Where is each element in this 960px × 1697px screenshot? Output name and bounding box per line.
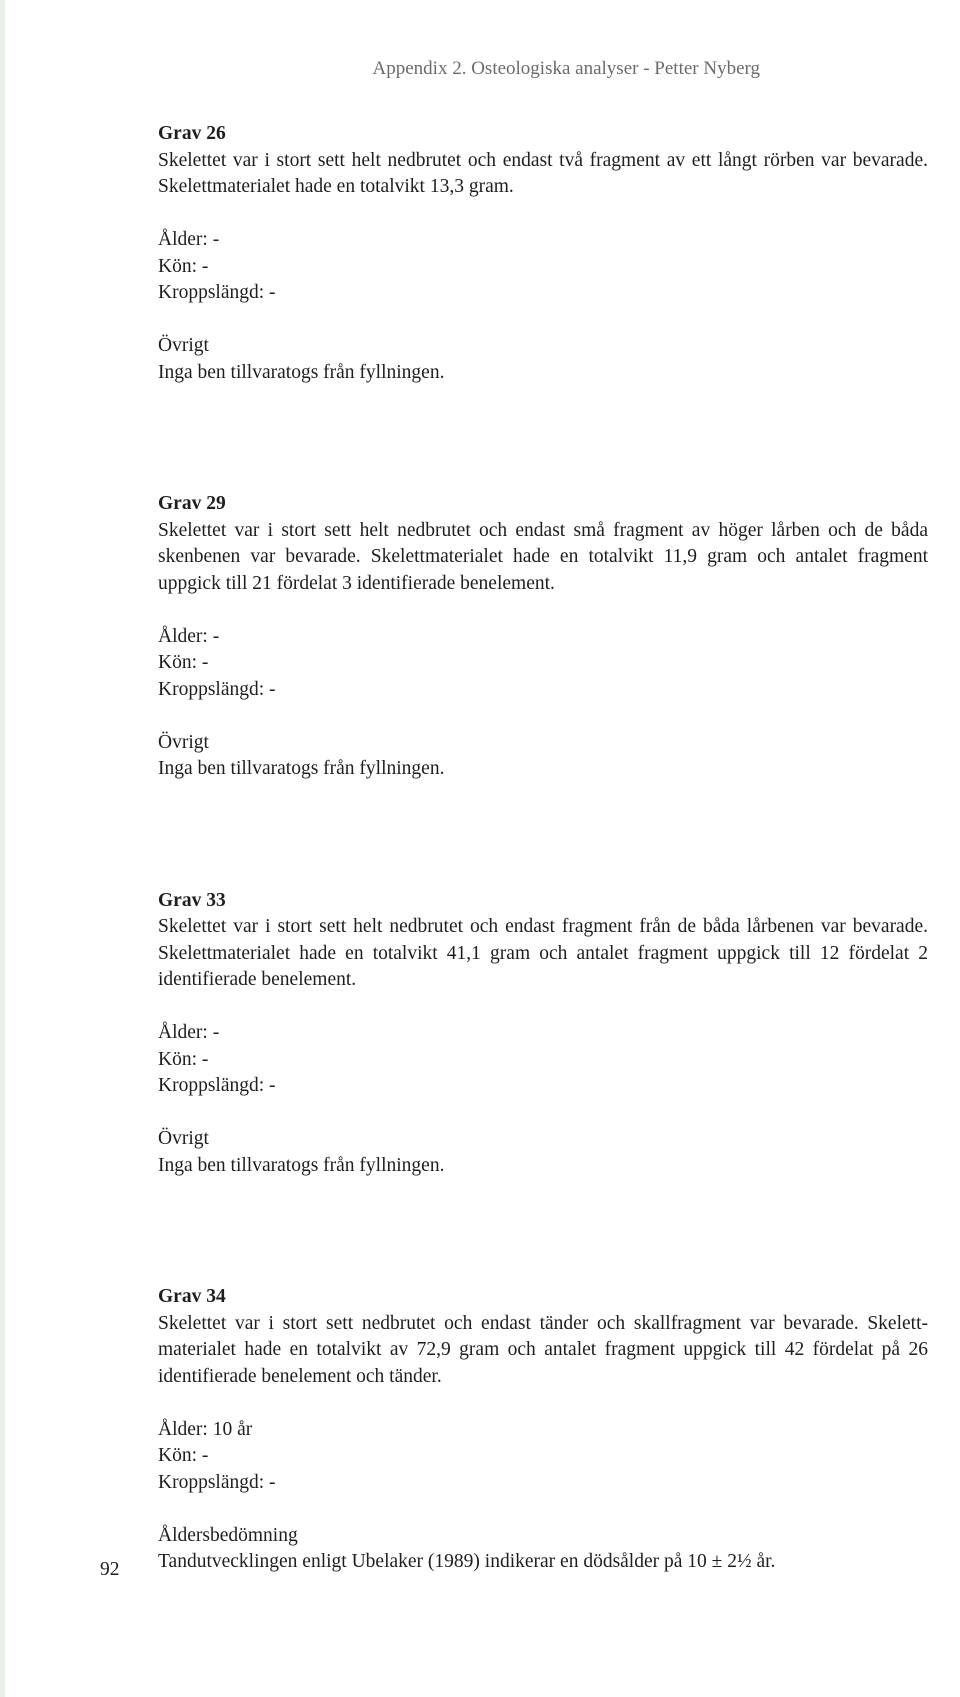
- entry-note: [158, 1126, 928, 1179]
- sex-field: Kön: -: [158, 652, 209, 673]
- grave-entry-29: [158, 491, 928, 783]
- height-field: Kroppslängd: -: [158, 1075, 276, 1096]
- age-field: Ålder: -: [158, 1022, 220, 1043]
- note-text: Tandutvecklingen enligt Ubelaker (1989) indikerar en dödsålder på 10 ± 2½ år.: [158, 1551, 776, 1572]
- page-left-edge: [0, 0, 5, 1697]
- entry-title: Grav 33: [158, 889, 226, 911]
- page-number: 92: [100, 1559, 120, 1580]
- note-text: Inga ben tillvaratogs från fyllningen.: [158, 758, 445, 779]
- note-heading: Övrigt: [158, 731, 209, 753]
- age-field: Ålder: -: [158, 625, 220, 647]
- sex-field: Kön: -: [158, 255, 209, 277]
- grave-entry-33: [158, 888, 928, 1180]
- entry-fields: [158, 1417, 928, 1497]
- entry-title: Grav 29: [158, 493, 226, 514]
- note-text: Inga ben tillvaratogs från fyllningen.: [158, 361, 445, 383]
- entry-description: Skelettet var i stort sett helt nedbrutet och endast fragment från de båda lårbenen var bevarade. Skelettmaterialet hade en totalvikt 41,1 gram och antalet fragment uppgick till 12 fördelat 2 identifierade benelement.: [158, 916, 928, 990]
- entry-note: [158, 1523, 928, 1576]
- entry-description: Skelettet var i stort sett helt nedbrutet och endast små fragment av höger lårben och de båda skenbenen var bevarade. Skelettmaterialet hade en totalvikt 11,9 gram och antalet fragment uppgick till 21 fördelat 3 identifierade benelement.: [158, 519, 928, 594]
- note-heading: Åldersbedömning: [158, 1524, 298, 1546]
- height-field: Kroppslängd: -: [158, 282, 276, 303]
- height-field: Kroppslängd: -: [158, 678, 276, 700]
- note-heading: Övrigt: [158, 335, 209, 356]
- entry-fields: [158, 227, 928, 307]
- note-heading: Övrigt: [158, 1128, 209, 1149]
- sex-field: Kön: -: [158, 1445, 209, 1466]
- height-field: Kroppslängd: -: [158, 1471, 276, 1493]
- entry-note: [158, 730, 928, 783]
- age-field: Ålder: -: [158, 229, 220, 250]
- entry-description: Skelettet var i stort sett nedbrutet och endast tänder och skallfragment var bevarade. Skelettmaterialet hade en totalvikt av 72,9 gram och antalet fragment uppgick till 42 fördelat på 26 identifierade benelement och tänder.: [158, 1312, 928, 1387]
- entry-title: Grav 34: [158, 1286, 226, 1307]
- note-text: Inga ben tillvaratogs från fyllningen.: [158, 1154, 445, 1176]
- entry-description: Skelettet var i stort sett helt nedbrutet och endast två fragment av ett långt rörben var bevarade. Skelettmaterialet hade en totalvikt 13,3 gram.: [158, 149, 928, 197]
- age-field: Ålder: 10 år: [158, 1418, 253, 1440]
- running-header: Appendix 2. Osteologiska analyser - Petter Nyberg: [372, 58, 760, 79]
- sex-field: Kön: -: [158, 1048, 209, 1070]
- grave-entry-26: [158, 121, 928, 386]
- entry-title: Grav 26: [158, 123, 226, 144]
- entry-fields: [158, 1020, 928, 1100]
- entry-note: [158, 333, 928, 386]
- entry-fields: [158, 624, 928, 704]
- grave-entry-34: [158, 1284, 928, 1576]
- page-body: [158, 121, 928, 1576]
